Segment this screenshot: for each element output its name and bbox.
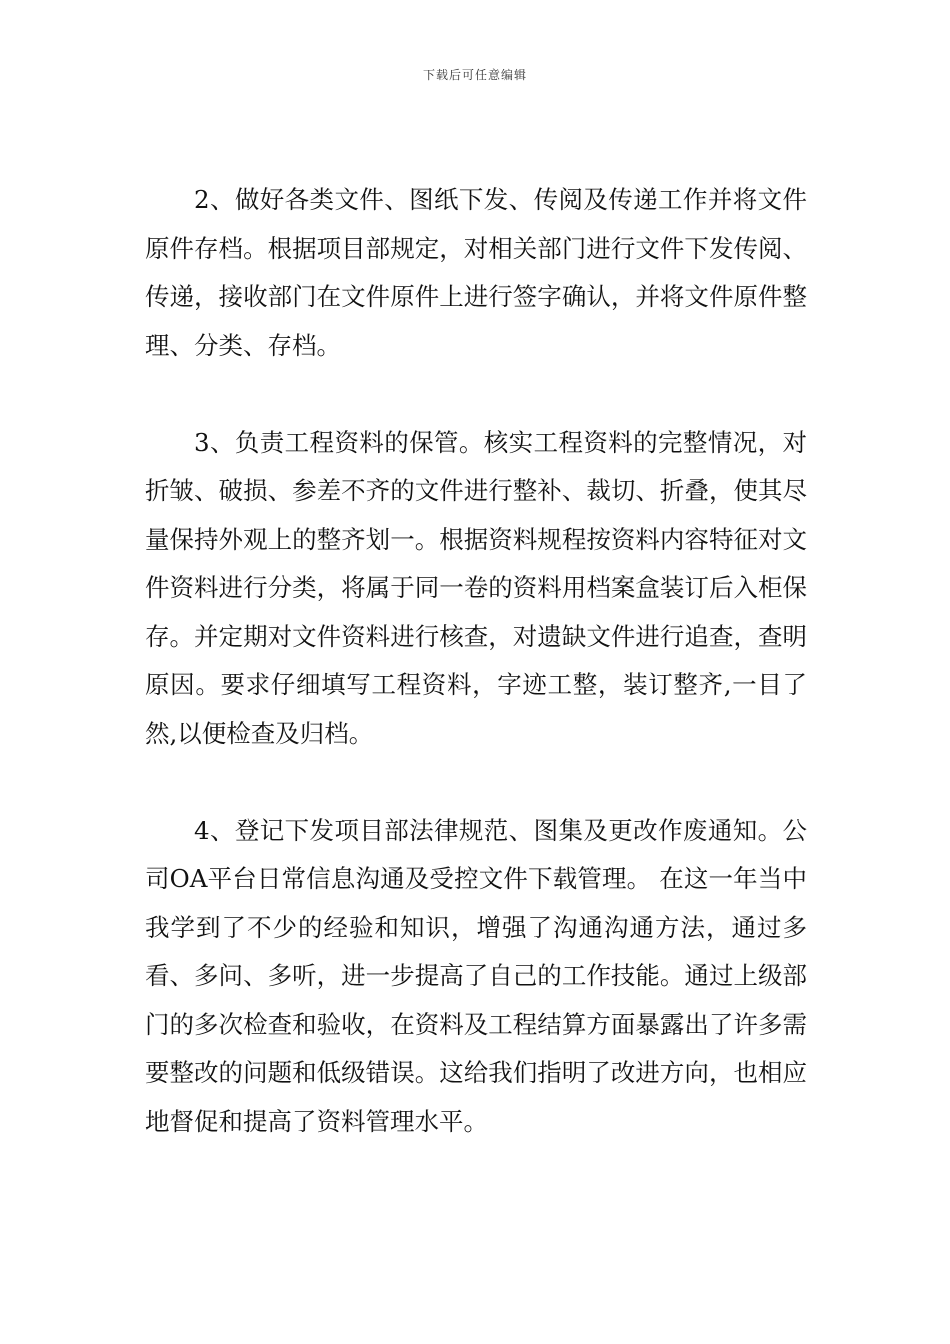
paragraph-item-3: 3、负责工程资料的保管。核实工程资料的完整情况，对折皱、破损、参差不齐的文件进行整补、裁切、折叠，使其尽量保持外观上的整齐划一。根据资料规程按资料内容特征对文件资料进行分类，将属于同一卷的资料用档案盒装订后入柜保存。并定期对文件资料进行核查，对遗缺文件进行追查，查明原因。要求仔细填写工程资料，字迹工整，装订整齐,一目了然,以便检查及归档。 (145, 427, 807, 748)
paragraph-item-2: 2、做好各类文件、图纸下发、传阅及传递工作并将文件原件存档。根据项目部规定，对相关部门进行文件下发传阅、传递，接收部门在文件原件上进行签字确认，并将文件原件整理、分类、存档。 (145, 185, 807, 360)
page-header: 下载后可任意编辑 (422, 68, 527, 82)
document-body (145, 176, 807, 1146)
paragraph-item-4: 4、登记下发项目部法律规范、图集及更改作废通知。公司OA平台日常信息沟通及受控文件下载管理。 在这一年当中我学到了不少的经验和知识，增强了沟通沟通方法，通过多看、多问、多听，进一步提高了自己的工作技能。通过上级部门的多次检查和验收，在资料及工程结算方面暴露出了许多需要整改的问题和低级错误。这给我们指明了改进方向，也相应地督促和提高了资料管理水平。 (145, 815, 807, 1136)
